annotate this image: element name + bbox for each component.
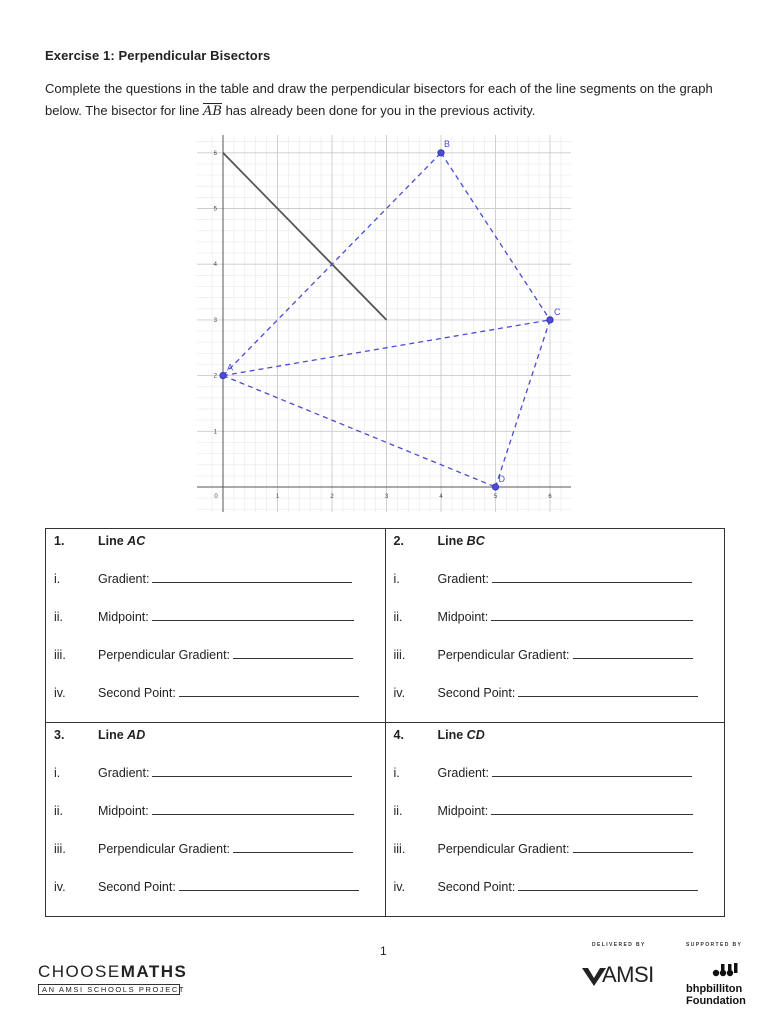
question-row	[386, 683, 725, 703]
question-row	[46, 839, 385, 859]
question-label: Second Point:	[437, 686, 516, 700]
answer-blank[interactable]	[492, 569, 692, 583]
bhp-wordmark-line2: Foundation	[686, 995, 746, 1007]
cell-number: 2.	[393, 534, 404, 548]
point-d	[492, 484, 498, 490]
question-label-with-answer	[98, 877, 359, 897]
table-cell-header	[46, 725, 385, 745]
question-number: iv.	[54, 686, 66, 700]
question-label-with-answer	[438, 877, 699, 897]
bhp-wordmark-line1: bhpbilliton	[686, 983, 743, 995]
line-name: AC	[127, 534, 146, 548]
question-row	[386, 801, 725, 821]
question-label: Second Point:	[98, 686, 176, 700]
question-label: Second Point:	[437, 880, 516, 894]
question-label-with-answer	[98, 801, 354, 821]
question-number: iv.	[54, 880, 66, 894]
question-number: iv.	[393, 686, 406, 700]
question-row	[386, 607, 725, 627]
question-number: i.	[393, 572, 400, 586]
choosemaths-bold: MATHS	[120, 962, 188, 981]
line-word: Line	[98, 534, 128, 548]
question-label: Gradient:	[437, 572, 489, 586]
answer-blank[interactable]	[179, 683, 359, 697]
amsi-chevron-icon	[580, 964, 610, 990]
question-row	[386, 839, 725, 859]
question-number: ii.	[54, 804, 64, 818]
question-row	[46, 683, 385, 703]
question-number: ii.	[54, 610, 64, 624]
question-number: iii.	[393, 842, 406, 856]
line-ab-notation: $\overline{AB}$	[203, 104, 222, 119]
intro-text-before: Complete the questions in the table and draw the perpendicular bisectors for each of the line segments on the graph below. The bisector for line	[45, 81, 713, 118]
table-cell-line-ac	[46, 529, 386, 723]
question-label: Perpendicular Gradient:	[98, 842, 231, 856]
question-label: Midpoint:	[437, 804, 489, 818]
answer-blank[interactable]	[573, 645, 693, 659]
cell-number: 3.	[54, 728, 65, 742]
x-tick-label: 5	[493, 494, 498, 500]
page-number: 1	[380, 944, 387, 958]
line-word: Line	[437, 534, 467, 548]
line-word: Line	[437, 728, 467, 742]
answer-blank[interactable]	[233, 645, 353, 659]
line-word: Line	[98, 728, 128, 742]
question-label: Perpendicular Gradient:	[437, 842, 570, 856]
amsi-logo	[580, 962, 654, 988]
point-label-a: A	[227, 362, 234, 373]
question-row	[46, 877, 385, 897]
question-label: Gradient:	[98, 572, 150, 586]
answer-blank[interactable]	[492, 763, 692, 777]
answer-blank[interactable]	[491, 607, 693, 621]
y-tick-label: 6	[213, 150, 217, 157]
question-row	[386, 763, 725, 783]
question-label: Second Point:	[98, 880, 176, 894]
question-number: i.	[393, 766, 400, 780]
point-label-b: B	[444, 138, 451, 149]
x-tick-label: 6	[548, 494, 552, 500]
cell-number: 4.	[393, 728, 404, 742]
line-name: AD	[127, 728, 146, 742]
question-label-with-answer	[438, 683, 699, 703]
answer-blank[interactable]	[152, 569, 352, 583]
question-number: ii.	[393, 804, 403, 818]
cell-line-title	[438, 725, 485, 745]
amsi-wordmark: AMSI	[602, 962, 654, 987]
answer-blank[interactable]	[152, 607, 354, 621]
question-row	[46, 607, 385, 627]
bhp-logo	[686, 962, 746, 1007]
line-name: CD	[466, 728, 485, 742]
choosemaths-light: CHOOSE	[38, 962, 121, 981]
cell-line-title	[98, 725, 145, 745]
question-number: ii.	[393, 610, 403, 624]
y-tick-label: 5	[213, 206, 217, 213]
question-label: Perpendicular Gradient:	[437, 648, 570, 662]
answer-blank[interactable]	[518, 877, 698, 891]
question-number: iv.	[393, 880, 406, 894]
question-row	[46, 569, 385, 589]
table-cell-header	[46, 531, 385, 551]
answer-blank[interactable]	[518, 683, 698, 697]
question-number: iii.	[54, 842, 66, 856]
table-cell-header	[386, 725, 725, 745]
x-tick-label: 4	[439, 494, 443, 500]
line-name: BC	[466, 534, 485, 548]
point-c	[547, 317, 553, 323]
point-label-c: C	[554, 306, 561, 317]
y-tick-label: 3	[213, 317, 217, 324]
question-row	[386, 877, 725, 897]
y-tick-label: 2	[213, 373, 217, 380]
x-tick-label: 2	[330, 494, 334, 500]
coordinate-graph	[195, 130, 575, 515]
question-label: Midpoint:	[98, 610, 149, 624]
question-row	[46, 763, 385, 783]
answer-blank[interactable]	[233, 839, 353, 853]
question-label-with-answer	[438, 801, 694, 821]
point-b	[438, 150, 444, 156]
intro-text-after: has already been done for you in the previous activity.	[221, 103, 536, 118]
question-row	[46, 645, 385, 665]
bhp-dots-icon	[710, 962, 740, 978]
choosemaths-subtitle: AN AMSI SCHOOLS PROJECT	[38, 984, 180, 995]
question-label-with-answer	[98, 839, 353, 859]
question-number: iii.	[393, 648, 406, 662]
answer-blank[interactable]	[152, 801, 354, 815]
table-cell-line-bc	[385, 529, 725, 723]
question-label-with-answer	[438, 607, 694, 627]
choosemaths-logo	[38, 962, 187, 995]
answer-blank[interactable]	[491, 801, 693, 815]
delivered-by-label: DELIVERED BY	[592, 942, 646, 948]
question-label-with-answer	[438, 645, 693, 665]
question-label: Midpoint:	[437, 610, 489, 624]
question-number: i.	[54, 766, 61, 780]
question-number: iii.	[54, 648, 66, 662]
x-tick-label: 0	[214, 494, 218, 500]
question-row	[386, 645, 725, 665]
question-label-with-answer	[438, 763, 692, 783]
answer-blank[interactable]	[152, 763, 352, 777]
question-label: Gradient:	[98, 766, 150, 780]
answer-blank[interactable]	[179, 877, 359, 891]
question-label-with-answer	[98, 607, 354, 627]
answer-blank[interactable]	[573, 839, 693, 853]
question-label-with-answer	[438, 839, 693, 859]
question-label: Midpoint:	[98, 804, 149, 818]
segment-cd	[496, 320, 551, 487]
question-row	[46, 801, 385, 821]
question-label-with-answer	[98, 645, 353, 665]
question-number: i.	[54, 572, 61, 586]
table-cell-header	[386, 531, 725, 551]
point-a	[220, 372, 226, 378]
question-label: Perpendicular Gradient:	[98, 648, 231, 662]
cell-line-title	[98, 531, 145, 551]
intro-paragraph	[45, 78, 735, 123]
question-label-with-answer	[98, 763, 352, 783]
cell-line-title	[438, 531, 485, 551]
question-label-with-answer	[98, 683, 359, 703]
cell-number: 1.	[54, 534, 65, 548]
y-tick-label: 1	[213, 429, 217, 436]
x-tick-label: 3	[384, 494, 389, 500]
table-cell-line-cd	[385, 723, 725, 917]
choosemaths-wordmark	[38, 962, 187, 982]
question-label-with-answer	[438, 569, 692, 589]
point-label-d: D	[498, 474, 505, 484]
table-cell-line-ad	[46, 723, 386, 917]
x-tick-label: 1	[275, 494, 280, 500]
question-row	[386, 569, 725, 589]
exercise-title: Exercise 1: Perpendicular Bisectors	[45, 48, 271, 63]
bisector-ab-line	[223, 153, 387, 320]
supported-by-label: SUPPORTED BY	[686, 942, 743, 948]
question-label: Gradient:	[437, 766, 489, 780]
question-label-with-answer	[98, 569, 352, 589]
y-tick-label: 4	[213, 262, 217, 269]
exercise-table	[45, 528, 725, 917]
